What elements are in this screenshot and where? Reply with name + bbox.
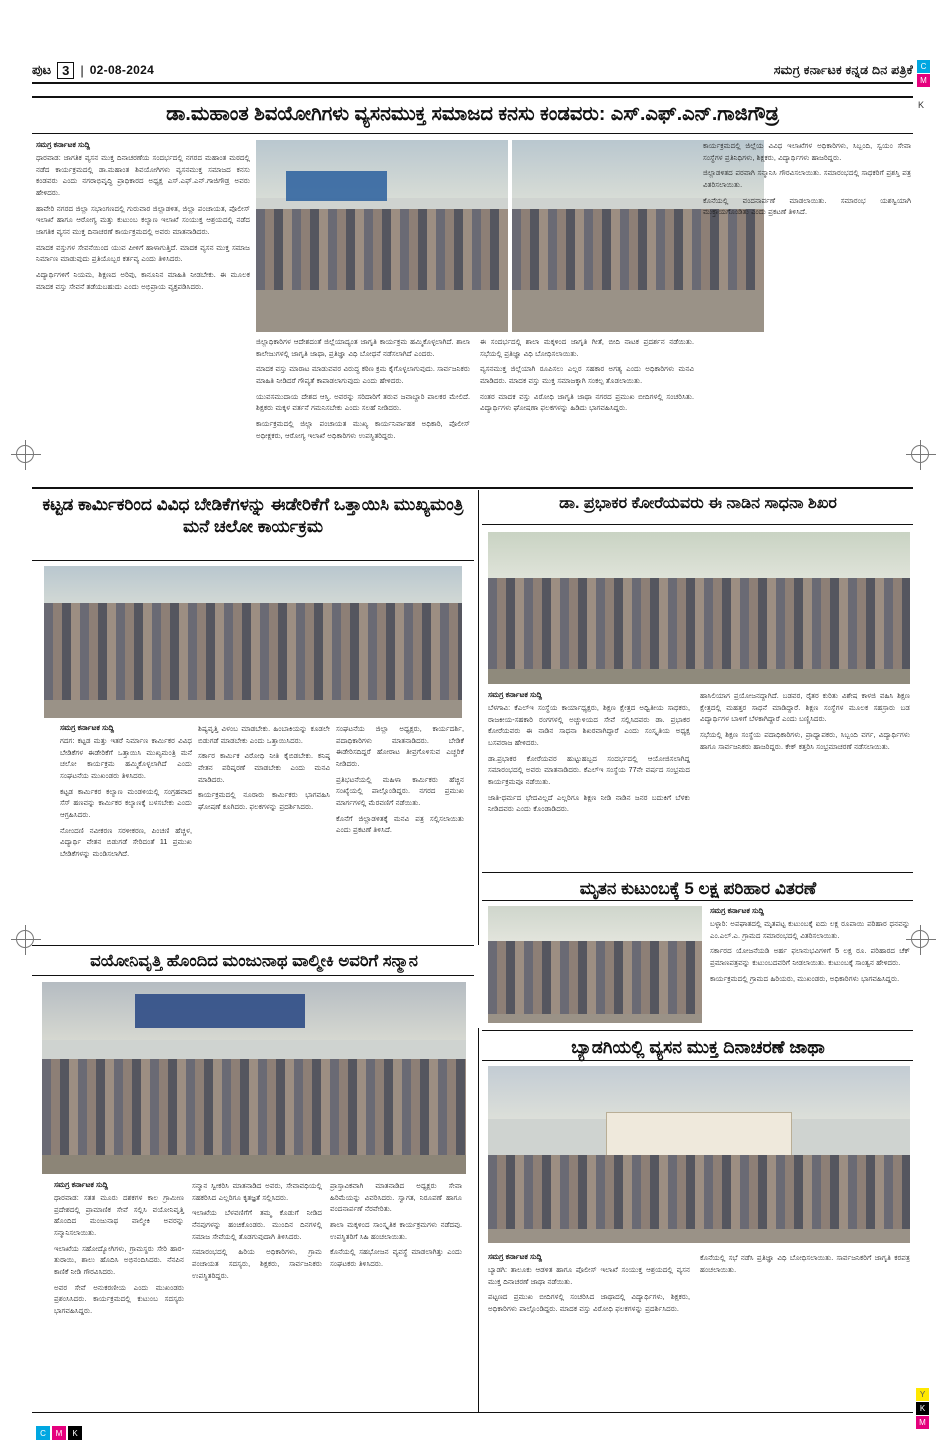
retirement-col1-text: ಧಾರವಾಡ: ಸತತ ಮೂರು ದಶಕಗಳ ಕಾಲ ಗ್ರಾಮೀಣ ಪ್ರದೇಶದಲ್ಲಿ ಪ್ರಾಮಾಣಿಕ ಸೇವೆ ಸಲ್ಲಿಸಿ ವಯೋನಿವೃತ್ತಿ ಹೊಂದಿದ ಮಂಜುನಾಥ ವಾಲ್ಮೀಕಿ ಅವರನ್ನು ಸನ್ಮಾನಿಸಲಾಯಿತು. ಇಲಾಖೆಯ ಸಹೋದ್ಯೋಗಿಗಳು, ಗ್ರಾಮಸ್ಥರು ಸೇರಿ ಹಾರ-ತುರಾಯಿ, ಶಾಲು ಹೊದಿಸಿ ಅಭಿನಂದಿಸಿದರು. ನೆನಪಿನ ಕಾಣಿಕೆ ನೀಡಿ ಗೌರವಿಸಿದರು. ಅವರ ಸೇವೆ ಅನುಕರಣೀಯ ಎಂದು ಮುಖಂಡರು ಪ್ರಶಂಸಿಸಿದರು. ಕಾರ್ಯಕ್ರಮದಲ್ಲಿ ಕುಟುಂಬ ಸದಸ್ಯರು ಭಾಗವಹಿಸಿದ್ದರು. [54, 1193, 184, 1315]
retirement-column-3 [330, 1180, 462, 1274]
page-masthead [32, 58, 913, 84]
swatch-magenta-right: M [916, 1416, 929, 1429]
lead-headline: ಡಾ.ಮಹಾಂತ ಶಿವಯೋಗಿಗಳು ವ್ಯಸನಮುಕ್ತ ಸಮಾಜದ ಕನಸು ಕಂಡವರು: ಎಸ್.ಎಫ್.ಎನ್.ಗಾಜಿಗೌಡ್ರ [166, 103, 779, 125]
publication-date: 02-08-2024 [89, 63, 155, 77]
compensation-text [710, 906, 910, 988]
color-bar-right-bottom [916, 1388, 929, 1429]
swatch-cyan: C [917, 60, 930, 73]
k-registration-label: K [918, 100, 925, 110]
compensation-body: ಬಳ್ಳಾರಿ: ಅಪಘಾತದಲ್ಲಿ ಮೃತಪಟ್ಟ ಕುಟುಂಬಕ್ಕೆ ಐದು ಲಕ್ಷ ರೂಪಾಯಿ ಪರಿಹಾರ ಧನವನ್ನು ಎಂ.ಎಲ್.ಎ. ಗ್ರಾಮದ ಸಮಾರಂಭದಲ್ಲಿ ವಿತರಿಸಲಾಯಿತು. ಸರ್ಕಾರದ ಯೋಜನೆಯಡಿ ಅರ್ಹ ಫಲಾನುಭವಿಗಳಿಗೆ 5 ಲಕ್ಷ ರೂ. ಪರಿಹಾರದ ಚೆಕ್ ಪ್ರಮಾಣಪತ್ರವನ್ನು ಕುಟುಂಬದವರಿಗೆ ನೀಡಲಾಯಿತು. ಕುಟುಂಬಕ್ಕೆ ಸಾಂತ್ವನ ಹೇಳಿದರು. ಕಾರ್ಯಕ್ರಮದಲ್ಲಿ ಗ್ರಾಮದ ಹಿರಿಯರು, ಮುಖಂಡರು, ಅಧಿಕಾರಿಗಳು ಭಾಗವಹಿಸಿದ್ದರು. [710, 919, 910, 983]
workers-rule-bottom [32, 560, 474, 561]
lead-byline: ಸಮಗ್ರ ಕರ್ನಾಟಕ ಸುದ್ದಿ [36, 140, 90, 149]
byadagi-col1-text: ಬ್ಯಾಡಗಿ: ತಾಲೂಕು ಆಡಳಿತ ಹಾಗೂ ಪೊಲೀಸ್ ಇಲಾಖೆ ಸಂಯುಕ್ತ ಆಶ್ರಯದಲ್ಲಿ ವ್ಯಸನ ಮುಕ್ತ ದಿನಾಚರಣೆ ಜಾಥಾ ನಡೆಯಿತು. ಪಟ್ಟಣದ ಪ್ರಮುಖ ಬೀದಿಗಳಲ್ಲಿ ಸಂಚರಿಸಿದ ಜಾಥಾದಲ್ಲಿ ವಿದ್ಯಾರ್ಥಿಗಳು, ಶಿಕ್ಷಕರು, ಅಧಿಕಾರಿಗಳು ಪಾಲ್ಗೊಂಡಿದ್ದರು. ಮಾದಕ ವಸ್ತು ವಿರೋಧಿ ಫಲಕಗಳನ್ನು ಪ್ರದರ್ಶಿಸಿದರು. [488, 1265, 690, 1313]
lead-column-2 [256, 336, 470, 445]
divider-bottom-vertical [478, 1028, 479, 1412]
workers-col2-text: ಶಿಷ್ಯವೃತ್ತಿ ವಿಳಂಬ ಮಾಡಬೇಕು. ಹಿಂಬಾಕಿಯನ್ನು ಕೂಡಲೇ ಬಿಡುಗಡೆ ಮಾಡಬೇಕು ಎಂದು ಒತ್ತಾಯಿಸಿದರು. ಸರ್ಕಾರ ಕಾರ್ಮಿಕ ವಿರೋಧಿ ನೀತಿ ಕೈಬಿಡಬೇಕು. ಕನಿಷ್ಠ ವೇತನ ಪರಿಷ್ಕರಣೆ ಮಾಡಬೇಕು ಎಂದು ಮನವಿ ಮಾಡಿದರು. ಕಾರ್ಯಕ್ರಮದಲ್ಲಿ ನೂರಾರು ಕಾರ್ಮಿಕರು ಭಾಗವಹಿಸಿ ಘೋಷಣೆ ಕೂಗಿದರು. ಫಲಕಗಳನ್ನು ಪ್ರದರ್ಶಿಸಿದರು. [198, 724, 330, 811]
byadagi-rule-top [482, 1030, 913, 1031]
byadagi-byline: ಸಮಗ್ರ ಕರ್ನಾಟಕ ಸುದ್ದಿ [488, 1252, 542, 1261]
byadagi-column-1 [488, 1252, 690, 1319]
retirement-byline: ಸಮಗ್ರ ಕರ್ನಾಟಕ ಸುದ್ದಿ [54, 1180, 108, 1189]
byadagi-rule-bottom [482, 1060, 913, 1061]
compensation-headline: ಮೃತನ ಕುಟುಂಬಕ್ಕೆ 5 ಲಕ್ಷ ಪರಿಹಾರ ವಿತರಣೆ [579, 879, 817, 898]
lead-col3-text: ಈ ಸಂದರ್ಭದಲ್ಲಿ ಶಾಲಾ ಮಕ್ಕಳಿಂದ ಜಾಗೃತಿ ಗೀತೆ, ಬೀದಿ ನಾಟಕ ಪ್ರದರ್ಶನ ನಡೆಯಿತು. ಸಭೆಯಲ್ಲಿ ಪ್ರತಿಜ್ಞಾ ವಿಧಿ ಬೋಧಿಸಲಾಯಿತು. ವ್ಯಸನಮುಕ್ತ ಜಿಲ್ಲೆಯಾಗಿ ರೂಪಿಸಲು ಎಲ್ಲರ ಸಹಕಾರ ಅಗತ್ಯ ಎಂದು ಅಧಿಕಾರಿಗಳು ಮನವಿ ಮಾಡಿದರು. ಮಾದಕ ವಸ್ತು ಮುಕ್ತ ಸಮಾಜಕ್ಕಾಗಿ ಸಂಕಲ್ಪ ತೊಡಲಾಯಿತು. ನಂತರ ಮಾದಕ ವಸ್ತು ವಿರೋಧಿ ಜಾಗೃತಿ ಜಾಥಾ ನಗರದ ಪ್ರಮುಖ ಬೀದಿಗಳಲ್ಲಿ ಸಂಚರಿಸಿತು. ವಿದ್ಯಾರ್ಥಿಗಳು ಘೋಷಣಾ ಫಲಕಗಳನ್ನು ಹಿಡಿದು ಭಾಗವಹಿಸಿದ್ದರು. [480, 337, 694, 413]
swatch-magenta: M [917, 74, 930, 87]
workers-headline: ಕಟ್ಟಡ ಕಾರ್ಮಿಕರಿಂದ ವಿವಿಧ ಬೇಡಿಕೆಗಳನ್ನು ಈಡೇರಿಕೆಗೆ ಒತ್ತಾಯಿಸಿ ಮುಖ್ಯಮಂತ್ರಿ ಮನೆ ಚಲೋ ಕಾರ್ಯಕ್ರಮ [42, 495, 464, 536]
registration-mark-right-upper [911, 445, 929, 463]
publication-name: ಸಮಗ್ರ ಕರ್ನಾಟಕ ಕನ್ನಡ ದಿನ ಪತ್ರಿಕೆ [773, 62, 913, 77]
workers-column-2 [198, 723, 330, 817]
retirement-col2-text: ಸನ್ಮಾನ ಸ್ವೀಕರಿಸಿ ಮಾತನಾಡಿದ ಅವರು, ಸೇವಾವಧಿಯಲ್ಲಿ ಸಹಕರಿಸಿದ ಎಲ್ಲರಿಗೂ ಕೃತಜ್ಞತೆ ಸಲ್ಲಿಸಿದರು. ಇಲಾಖೆಯ ಬೆಳವಣಿಗೆಗೆ ತಮ್ಮ ಕೊಡುಗೆ ನೀಡಿದ ನೆನಪುಗಳನ್ನು ಹಂಚಿಕೊಂಡರು. ಮುಂದಿನ ದಿನಗಳಲ್ಲಿ ಸಮಾಜ ಸೇವೆಯಲ್ಲಿ ತೊಡಗುವುದಾಗಿ ತಿಳಿಸಿದರು. ಸಮಾರಂಭದಲ್ಲಿ ಹಿರಿಯ ಅಧಿಕಾರಿಗಳು, ಗ್ರಾಮ ಪಂಚಾಯತ ಸದಸ್ಯರು, ಶಿಕ್ಷಕರು, ಸಾರ್ವಜನಿಕರು ಉಪಸ್ಥಿತರಿದ್ದರು. [192, 1181, 322, 1280]
masthead-separator: | [80, 62, 84, 78]
retirement-rule-bottom [32, 975, 474, 976]
page-number: 3 [57, 62, 74, 79]
retirement-headline: ವಯೋನಿವೃತ್ತಿ ಹೊಂದಿದ ಮಂಜುನಾಥ ವಾಲ್ಮೀಕಿ ಅವರಿಗೆ ಸನ್ಮಾನ [90, 952, 418, 970]
page-bottom-rule [32, 1412, 913, 1413]
workers-col1-text: ಗದಗ: ಕಟ್ಟಡ ಮತ್ತು ಇತರೆ ನಿರ್ಮಾಣ ಕಾರ್ಮಿಕರ ವಿವಿಧ ಬೇಡಿಕೆಗಳ ಈಡೇರಿಕೆಗೆ ಒತ್ತಾಯಿಸಿ ಮುಖ್ಯಮಂತ್ರಿ ಮನೆ ಚಲೋ ಕಾರ್ಯಕ್ರಮ ಹಮ್ಮಿಕೊಳ್ಳಲಾಗಿದೆ ಎಂದು ಸಂಘಟನೆಯ ಮುಖಂಡರು ತಿಳಿಸಿದರು. ಕಟ್ಟಡ ಕಾರ್ಮಿಕರ ಕಲ್ಯಾಣ ಮಂಡಳಿಯಲ್ಲಿ ಸಂಗ್ರಹವಾದ ಸೆಸ್ ಹಣವನ್ನು ಕಾರ್ಮಿಕರ ಕಲ್ಯಾಣಕ್ಕೆ ಬಳಸಬೇಕು ಎಂದು ಆಗ್ರಹಿಸಿದರು. ನೋಂದಣಿ ನವೀಕರಣ ಸರಳೀಕರಣ, ಪಿಂಚಣಿ ಹೆಚ್ಚಳ, ವಿದ್ಯಾರ್ಥಿ ವೇತನ ಬಿಡುಗಡೆ ಸೇರಿದಂತೆ 11 ಪ್ರಮುಖ ಬೇಡಿಕೆಗಳನ್ನು ಮಂಡಿಸಲಾಗಿದೆ. [60, 736, 192, 858]
divider-band2-vertical [478, 490, 479, 945]
retirement-column-2 [192, 1180, 322, 1285]
compensation-rule-top [482, 872, 913, 873]
band2-rule-top [32, 487, 913, 489]
prabhakar-column-2 [700, 690, 910, 756]
lead-column-3 [480, 336, 694, 418]
workers-col3-text: ಸಂಘಟನೆಯ ಜಿಲ್ಲಾ ಅಧ್ಯಕ್ಷರು, ಕಾರ್ಯದರ್ಶಿ, ಪದಾಧಿಕಾರಿಗಳು ಮಾತನಾಡಿದರು. ಬೇಡಿಕೆ ಈಡೇರಿಸದಿದ್ದರೆ ಹೋರಾಟ ತೀವ್ರಗೊಳಿಸುವ ಎಚ್ಚರಿಕೆ ನೀಡಿದರು. ಪ್ರತಿಭಟನೆಯಲ್ಲಿ ಮಹಿಳಾ ಕಾರ್ಮಿಕರು ಹೆಚ್ಚಿನ ಸಂಖ್ಯೆಯಲ್ಲಿ ಪಾಲ್ಗೊಂಡಿದ್ದರು. ನಗರದ ಪ್ರಮುಖ ಮಾರ್ಗಗಳಲ್ಲಿ ಮೆರವಣಿಗೆ ನಡೆಯಿತು. ಕೊನೆಗೆ ಜಿಲ್ಲಾಡಳಿತಕ್ಕೆ ಮನವಿ ಪತ್ರ ಸಲ್ಲಿಸಲಾಯಿತು ಎಂದು ಪ್ರಕಟಣೆ ತಿಳಿಸಿದೆ. [336, 724, 464, 835]
prabhakar-column-1 [488, 690, 690, 819]
compensation-rule-bottom [482, 900, 913, 901]
retirement-rule-top [32, 945, 474, 946]
swatch-magenta-bottom: M [52, 1426, 66, 1440]
prabhakar-byline: ಸಮಗ್ರ ಕರ್ನಾಟಕ ಸುದ್ದಿ [488, 690, 542, 699]
byadagi-column-2 [700, 1252, 910, 1279]
masthead-left [32, 62, 154, 79]
lead-col1-text: ಧಾರವಾಡ: ಜಾಗತಿಕ ವ್ಯಸನ ಮುಕ್ತ ದಿನಾಚರಣೆಯ ಸಂದರ್ಭದಲ್ಲಿ ನಗರದ ಮಹಾಂತ ಮಠದಲ್ಲಿ ನಡೆದ ಕಾರ್ಯಕ್ರಮದಲ್ಲಿ ಡಾ.ಮಹಾಂತ ಶಿವಯೋಗಿಗಳು ವ್ಯಸನಮುಕ್ತ ಸಮಾಜದ ಕನಸು ಕಂಡವರು ಎಂದು ನಗರಾಭಿವೃದ್ಧಿ ಪ್ರಾಧಿಕಾರದ ಅಧ್ಯಕ್ಷ ಎಸ್.ಎಫ್.ಎನ್.ಗಾಜಿಗೌಡ್ರ ಅವರು ಹೇಳಿದರು. ಹಾವೇರಿ ನಗರದ ಜಿಲ್ಲಾ ಸಭಾಂಗಣದಲ್ಲಿ ಗುರುವಾರ ಜಿಲ್ಲಾಡಳಿತ, ಜಿಲ್ಲಾ ಪಂಚಾಯತ, ಪೊಲೀಸ್ ಇಲಾಖೆ ಹಾಗೂ ಆರೋಗ್ಯ ಮತ್ತು ಕುಟುಂಬ ಕಲ್ಯಾಣ ಇಲಾಖೆ ಸಂಯುಕ್ತ ಆಶ್ರಯದಲ್ಲಿ ನಡೆದ ಜಾಗತಿಕ ವ್ಯಸನ ಮುಕ್ತ ದಿನಾಚರಣೆ ಕಾರ್ಯಕ್ರಮದಲ್ಲಿ ಅವರು ಮಾತನಾಡಿದರು. ಮಾದಕ ವಸ್ತುಗಳ ಸೇವನೆಯಿಂದ ಯುವ ಪೀಳಿಗೆ ಹಾಳಾಗುತ್ತಿದೆ. ಮಾದಕ ವ್ಯಸನ ಮುಕ್ತ ಸಮಾಜ ನಿರ್ಮಾಣ ಮಾಡುವುದು ಪ್ರತಿಯೊಬ್ಬರ ಕರ್ತವ್ಯ ಎಂದು ತಿಳಿಸಿದರು. ವಿದ್ಯಾರ್ಥಿಗಳಿಗೆ ನಿಯಮ, ಶಿಕ್ಷಣದ ಅರಿವು, ಕಾನೂನಿನ ಮಾಹಿತಿ ನೀಡಬೇಕು. ಈ ಮೂಲಕ ಮಾದಕ ವಸ್ತು ಸೇವನೆ ತಡೆಯಬಹುದು ಎಂದು ಅಭಿಪ್ರಾಯ ವ್ಯಕ್ತಪಡಿಸಿದರು. [36, 153, 250, 291]
lead-rule-bottom [32, 133, 913, 134]
prabhakar-col1-text: ಬೆಳಗಾವಿ: ಕೆಎಲ್ಇ ಸಂಸ್ಥೆಯ ಕಾರ್ಯಾಧ್ಯಕ್ಷರು, ಶಿಕ್ಷಣ ಕ್ಷೇತ್ರದ ಅಧ್ವಿತೀಯ ಸಾಧಕರು, ರಾಜಕೀಯ-ಸಹಕಾರಿ ರಂಗಗಳಲ್ಲಿ ಅಚ್ಚುಳಿಯದ ಸೇವೆ ಸಲ್ಲಿಸಿದವರು ಡಾ. ಪ್ರಭಾಕರ ಕೋರೆಯವರು ಈ ನಾಡಿನ ಸಾಧನಾ ಶಿಖರವಾಗಿದ್ದಾರೆ ಎಂದು ಸಂಸ್ಕೃತಿಯ ಅಧ್ಯಕ್ಷ ಬಸವರಾಜ ಹೇಳಿದರು. ಡಾ.ಪ್ರಭಾಕರ ಕೋರೆಯವರ ಹುಟ್ಟುಹಬ್ಬದ ಸಂದರ್ಭದಲ್ಲಿ ಆಯೋಜಿಸಲಾಗಿದ್ದ ಸಮಾರಂಭದಲ್ಲಿ ಅವರು ಮಾತನಾಡಿದರು. ಕೆಎಲ್ಇ ಸಂಸ್ಥೆಯ 77ನೇ ವರ್ಷದ ಸಂಭ್ರಮದ ಕಾರ್ಯಕ್ರಮವೂ ನಡೆಯಿತು. ಜಾತಿ-ಧರ್ಮದ ಭೇದವಿಲ್ಲದೆ ಎಲ್ಲರಿಗೂ ಶಿಕ್ಷಣ ನೀಡಿ ನಾಡಿನ ಜನರ ಬದುಕಿಗೆ ಬೆಳಕು ನೀಡಿದವರು ಎಂದು ಕೊಂಡಾಡಿದರು. [488, 703, 690, 814]
lead-column-4 [703, 140, 911, 222]
byadagi-col2-text: ಕೊನೆಯಲ್ಲಿ ಸಭೆ ನಡೆಸಿ ಪ್ರತಿಜ್ಞಾ ವಿಧಿ ಬೋಧಿಸಲಾಯಿತು. ಸಾರ್ವಜನಿಕರಿಗೆ ಜಾಗೃತಿ ಕರಪತ್ರ ಹಂಚಲಾಯಿತು. [700, 1253, 910, 1274]
prabhakar-rule-bottom [482, 524, 913, 525]
registration-mark-left-upper [16, 445, 34, 463]
swatch-cyan-bottom: C [36, 1426, 50, 1440]
workers-photo [44, 566, 462, 718]
workers-column-3 [336, 723, 464, 840]
lead-col4-text: ಕಾರ್ಯಕ್ರಮದಲ್ಲಿ ಜಿಲ್ಲೆಯ ವಿವಿಧ ಇಲಾಖೆಗಳ ಅಧಿಕಾರಿಗಳು, ಸಿಬ್ಬಂದಿ, ಸ್ವಯಂ ಸೇವಾ ಸಂಸ್ಥೆಗಳ ಪ್ರತಿನಿಧಿಗಳು, ಶಿಕ್ಷಕರು, ವಿದ್ಯಾರ್ಥಿಗಳು ಹಾಜರಿದ್ದರು. ಜಿಲ್ಲಾಡಳಿತದ ಪರವಾಗಿ ಸನ್ಮಾನಿಸಿ ಗೌರವಿಸಲಾಯಿತು. ಸಮಾರಂಭದಲ್ಲಿ ಸಾಧಕರಿಗೆ ಪ್ರಶಸ್ತಿ ಪತ್ರ ವಿತರಿಸಲಾಯಿತು. ಕೊನೆಯಲ್ಲಿ ವಂದನಾರ್ಪಣೆ ಮಾಡಲಾಯಿತು. ಸಮಾರಂಭ ಯಶಸ್ವಿಯಾಗಿ ಮುಕ್ತಾಯಗೊಂಡಿತು ಎಂದು ಪ್ರಕಟಣೆ ತಿಳಿಸಿದೆ. [703, 141, 911, 217]
workers-column-1 [60, 723, 192, 864]
compensation-byline: ಸಮಗ್ರ ಕರ್ನಾಟಕ ಸುದ್ದಿ [710, 906, 764, 915]
retirement-col3-text: ಪ್ರಾಸ್ತಾವಿಕವಾಗಿ ಮಾತನಾಡಿದ ಅಧ್ಯಕ್ಷರು ಸೇವಾ ಹಿರಿಮೆಯನ್ನು ವಿವರಿಸಿದರು. ಸ್ವಾಗತ, ನಿರೂಪಣೆ ಹಾಗೂ ವಂದನಾರ್ಪಣೆ ನೆರವೇರಿತು. ಶಾಲಾ ಮಕ್ಕಳಿಂದ ಸಾಂಸ್ಕೃತಿಕ ಕಾರ್ಯಕ್ರಮಗಳು ನಡೆದವು. ಉಪಸ್ಥಿತರಿಗೆ ಸಿಹಿ ಹಂಚಲಾಯಿತು. ಕೊನೆಯಲ್ಲಿ ಸಹಭೋಜನ ವ್ಯವಸ್ಥೆ ಮಾಡಲಾಗಿತ್ತು ಎಂದು ಸಂಘಟಕರು ತಿಳಿಸಿದರು. [330, 1181, 462, 1268]
retirement-column-1 [54, 1180, 184, 1321]
byadagi-headline: ಬ್ಯಾಡಗಿಯಲ್ಲಿ ವ್ಯಸನ ಮುಕ್ತ ದಿನಾಚರಣೆ ಜಾಥಾ [571, 1037, 825, 1057]
swatch-black-right: K [916, 1402, 929, 1415]
swatch-black-bottom: K [68, 1426, 82, 1440]
byadagi-photo [488, 1066, 910, 1243]
swatch-yellow-right: Y [916, 1388, 929, 1401]
lead-rule-top [32, 96, 913, 98]
workers-byline: ಸಮಗ್ರ ಕರ್ನಾಟಕ ಸುದ್ದಿ [60, 723, 114, 732]
page-label: ಪುಟ [32, 62, 52, 77]
prabhakar-photo [488, 532, 910, 684]
compensation-photo [488, 906, 702, 1023]
color-bar-bottom-left [36, 1426, 82, 1440]
prabhakar-col2-text: ಹಾಸಿಲಿಯಾಗ ಪ್ರಯೋಜನದ್ದಾಗಿದೆ. ಬಡವರ, ರೈತರ ಕುರಿತು ವಿಶೇಷ ಕಾಳಜಿ ವಹಿಸಿ ಶಿಕ್ಷಣ ಕ್ಷೇತ್ರದಲ್ಲಿ ಮಹತ್ತರ ಸಾಧನೆ ಮಾಡಿದ್ದಾರೆ. ಶಿಕ್ಷಣ ಸಂಸ್ಥೆಗಳ ಮೂಲಕ ಸಹಸ್ರಾರು ಬಡ ವಿದ್ಯಾರ್ಥಿಗಳ ಬಾಳಿಗೆ ಬೆಳಕಾಗಿದ್ದಾರೆ ಎಂದು ಬಣ್ಣಿಸಿದರು. ಸಭೆಯಲ್ಲಿ ಶಿಕ್ಷಣ ಸಂಸ್ಥೆಯ ಪದಾಧಿಕಾರಿಗಳು, ಪ್ರಾಧ್ಯಾಪಕರು, ಸಿಬ್ಬಂದಿ ವರ್ಗ, ವಿದ್ಯಾರ್ಥಿಗಳು ಹಾಗೂ ಸಾರ್ವಜನಿಕರು ಹಾಜರಿದ್ದರು. ಕೇಕ್ ಕತ್ತರಿಸಿ ಸಂಭ್ರಮಾಚರಣೆ ನಡೆಸಲಾಯಿತು. [700, 691, 910, 751]
prabhakar-headline: ಡಾ. ಪ್ರಭಾಕರ ಕೋರೆಯವರು ಈ ನಾಡಿನ ಸಾಧನಾ ಶಿಖರ [559, 495, 837, 512]
retirement-photo [42, 982, 466, 1174]
lead-photo-left [256, 140, 508, 332]
registration-mark-right-lower [911, 930, 929, 948]
color-bar-top-right [917, 60, 930, 87]
lead-col2-text: ಜಿಲ್ಲಾಧಿಕಾರಿಗಳ ಆದೇಶದಂತೆ ಜಿಲ್ಲೆಯಾದ್ಯಂತ ಜಾಗೃತಿ ಕಾರ್ಯಕ್ರಮ ಹಮ್ಮಿಕೊಳ್ಳಲಾಗಿದೆ. ಶಾಲಾ ಕಾಲೇಜುಗಳಲ್ಲಿ ಜಾಗೃತಿ ಜಾಥಾ, ಪ್ರತಿಜ್ಞಾ ವಿಧಿ ಬೋಧನೆ ನಡೆಸಲಾಗಿದೆ ಎಂದರು. ಮಾದಕ ವಸ್ತು ಮಾರಾಟ ಮಾಡುವವರ ವಿರುದ್ಧ ಕಠಿಣ ಕ್ರಮ ಕೈಗೊಳ್ಳಲಾಗುವುದು. ಸಾರ್ವಜನಿಕರು ಮಾಹಿತಿ ನೀಡಿದರೆ ಗೌಪ್ಯತೆ ಕಾಪಾಡಲಾಗುವುದು ಎಂದು ಹೇಳಿದರು. ಯುವಸಮುದಾಯ ದೇಶದ ಆಸ್ತಿ. ಅವರನ್ನು ಸರಿದಾರಿಗೆ ತರುವ ಜವಾಬ್ದಾರಿ ಪಾಲಕರ ಮೇಲಿದೆ. ಶಿಕ್ಷಕರು ಮಕ್ಕಳ ವರ್ತನೆ ಗಮನಿಸಬೇಕು ಎಂದು ಸಲಹೆ ನೀಡಿದರು. ಕಾರ್ಯಕ್ರಮದಲ್ಲಿ ಜಿಲ್ಲಾ ಪಂಚಾಯತ ಮುಖ್ಯ ಕಾರ್ಯನಿರ್ವಾಹಕ ಅಧಿಕಾರಿ, ಪೊಲೀಸ್ ಅಧೀಕ್ಷಕರು, ಆರೋಗ್ಯ ಇಲಾಖೆ ಅಧಿಕಾರಿಗಳು ಉಪಸ್ಥಿತರಿದ್ದರು. [256, 337, 470, 440]
lead-column-1 [36, 140, 250, 296]
